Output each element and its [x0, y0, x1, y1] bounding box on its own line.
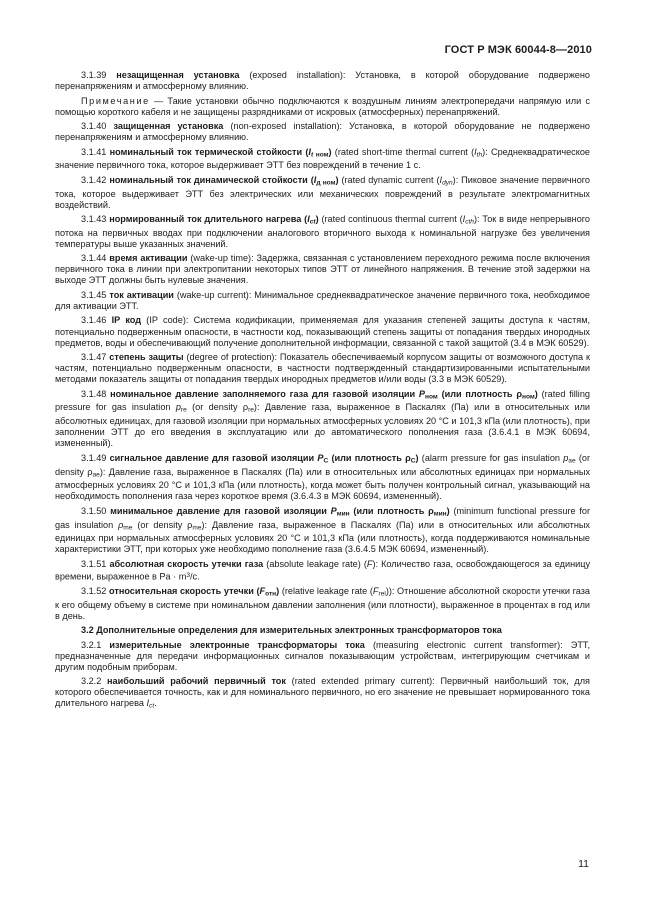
text-run: C	[323, 457, 329, 465]
text-run: (or density ρ	[186, 402, 249, 413]
text-run: I	[474, 146, 477, 157]
text-run: me	[192, 524, 202, 532]
text-run: dyn	[442, 179, 453, 187]
text-run: 3.1.48	[81, 388, 111, 399]
text-run: re	[248, 407, 254, 415]
text-run: I	[308, 146, 311, 157]
text-run: измерительные электронные трансформаторы тока	[109, 639, 365, 650]
text-run: .	[154, 698, 157, 709]
text-run: ): Давление газа, выраженное в Паскалях (Па) или в относительных или абсолютных единицах при нормальных атмосферных условиях 20 °С и 101,3 кПа (или плотность), когда может быть получен контрольный сигнал, указывающий на необходимость пополнения газа через короткое время (3.6.4.3 в МЭК 60694, измененный).	[55, 466, 591, 502]
paragraph	[55, 175, 590, 211]
text-run: степень защиты	[109, 352, 184, 363]
text-run: ток активации	[109, 289, 174, 300]
text-run: th	[476, 151, 483, 159]
text-run: I	[313, 174, 317, 185]
text-run: )): Отношение абсолютной скорости утечки газа к его общему объему в системе при номинальном давлении заполнения (или плотности), выраженное в процентах в год или в день.	[55, 585, 591, 621]
text-run: ): Давление газа, выраженное в Паскалях (Па) или в относительных или абсолютных единицах, для газовой изоляции при нормальных атмосферных условиях 20 °С и 101,3 кПа (или плотность), при заполнении ЭТТ до его введения в эксплуатацию или до автоматического пополнения газа (3.6.4.1 в МЭК 60694, измененный).	[55, 402, 590, 449]
text-run: (IP code): Система кодификации, применяемая для указания степеней защиты доступа к частям, потенциально подверженным опасности, в частности код, показывающий степень защиты от попадания твердых инородных предметов, воды и обеспечивающий получение дополнительной информации, связанной с такой защитой (3.4 в МЭК 60529).	[55, 315, 591, 348]
text-run: мин	[433, 510, 447, 518]
text-run: незащищенная установка	[116, 70, 240, 80]
paragraph	[55, 147, 590, 172]
text-run: p	[175, 402, 181, 413]
text-run: (or density ρ	[132, 519, 193, 530]
text-run: ном	[521, 393, 535, 401]
text-run: IP код	[111, 315, 142, 326]
text-run: сигнальное давление для газовой изоляции	[109, 452, 318, 463]
text-run: 3.1.50	[81, 505, 111, 516]
text-run: 3	[186, 571, 190, 579]
text-run: ae	[568, 457, 576, 465]
text-run: (wake-up time): Задержка, связанная с установлением переходного режима после включения первичного тока в линии при электропитании некоторых типов ЭТТ от линейного напряжения. В течение этой задержки на выходе ЭТТ должны быть нулевые значения.	[55, 253, 590, 286]
text-run: p	[563, 452, 569, 463]
text-run: re	[180, 407, 187, 415]
text-run: ρ	[118, 519, 124, 530]
text-run: /с.	[189, 571, 200, 582]
text-run: C	[410, 457, 416, 465]
paragraph	[55, 389, 590, 450]
text-run: cth	[465, 218, 474, 226]
paragraph	[55, 559, 590, 583]
text-run: (relative leakage rate (	[279, 585, 373, 596]
text-run: (или плотность	[437, 388, 517, 399]
text-run: 3.1.52	[81, 585, 110, 596]
paragraph	[55, 70, 590, 92]
text-run: 3.1.39	[81, 70, 117, 80]
text-run: (or density ρ	[55, 452, 591, 477]
paragraph	[55, 625, 590, 636]
page-number: 11	[578, 858, 589, 870]
text-run: Примечание	[81, 95, 150, 106]
text-run: )	[335, 174, 339, 185]
text-run: ): Пиковое значение первичного тока, которое выдерживает ЭТТ без электрических или механических повреждений в результате электромагнитных воздействий.	[55, 174, 590, 210]
text-run: )	[534, 388, 538, 399]
paragraph	[55, 676, 590, 712]
text-run: )	[315, 214, 319, 225]
text-run: (rated dynamic current (	[338, 174, 440, 185]
text-run: me	[123, 524, 133, 532]
text-run: rel	[378, 590, 386, 598]
text-run: 3.1.46	[81, 315, 112, 326]
text-run: F	[259, 585, 266, 596]
text-run: 3.1.41	[81, 146, 110, 157]
text-run: (rated short-time thermal current (	[331, 146, 475, 157]
paragraph	[55, 453, 590, 503]
text-run: номинальное давление заполняемого газа для газовой изоляции	[110, 388, 419, 399]
text-run: ): Количество газа, освобождающегося за единицу времени, выраженное в Pa · m	[55, 558, 591, 582]
text-run: ): Среднеквадратическое значение первичного тока, которое выдерживает ЭТТ без повреждений в течение 1 с.	[55, 146, 590, 171]
text-run: наибольший рабочий первичный ток	[107, 676, 286, 687]
text-run: 3.1.49	[81, 452, 110, 463]
text-run: абсолютная скорость утечки газа	[109, 558, 264, 569]
text-run: (или плотность ρ	[328, 452, 411, 463]
paragraph	[55, 214, 590, 250]
text-run: ρ	[516, 388, 522, 399]
paragraph	[55, 96, 590, 118]
text-run: )	[446, 505, 450, 516]
text-run: (absolute leakage rate) (	[263, 558, 367, 569]
text-run: 3.1.42	[81, 174, 110, 185]
text-run: 3.1.44	[81, 253, 110, 264]
text-run: (rated continuous thermal current (	[318, 214, 463, 225]
text-run: защищенная установка	[113, 121, 224, 132]
text-run: 3.1.47	[81, 352, 110, 363]
paragraph	[55, 586, 590, 622]
paragraph	[55, 290, 590, 312]
text-run: д ном	[316, 179, 336, 187]
text-run: I	[462, 214, 466, 225]
text-run: — Такие установки обычно подключаются к воздушным линиям электропередачи напрямую или с помощью короткого кабеля и не защищены разрядниками от искровых (атмосферных) перенапряжений.	[55, 95, 590, 117]
paragraph	[55, 352, 590, 385]
text-run: ct	[149, 703, 155, 711]
text-run: (rated filling pressure for gas insulation	[55, 388, 590, 413]
text-run: F	[366, 558, 373, 569]
text-run: ae	[92, 471, 100, 479]
text-run: (measuring electronic current transformer): ЭТТ, предназначенные для передачи информационных сигналов показывающим устройствам, интегрирующим счетчикам и другим подобным приборам.	[55, 639, 590, 672]
text-run: P	[330, 505, 337, 516]
text-run: минимальное давление для газовой изоляции	[110, 505, 331, 516]
paragraph	[55, 506, 590, 556]
text-run: 3.1.51	[81, 558, 110, 569]
text-run: )	[415, 452, 419, 463]
text-run: относительная скорость утечки (	[109, 585, 260, 596]
text-run: )	[328, 146, 332, 157]
document-body	[55, 70, 590, 716]
text-run: 3.1.43	[81, 214, 110, 225]
text-run: номинальный ток динамической стойкости (	[109, 174, 314, 185]
text-run: 3.1.45	[81, 289, 110, 300]
text-run: I	[307, 214, 310, 225]
text-run: нормированный ток длительного нагрева (	[109, 214, 308, 225]
paragraph	[55, 315, 590, 348]
text-run: I	[146, 698, 150, 709]
text-run: (minimum functional pressure for gas insulation	[55, 505, 591, 530]
text-run: (non-exposed installation): Установка, в которой оборудование не подвержено перенапряжениям и атмосферному влиянию.	[55, 121, 590, 143]
text-run: (rated extended primary current): Первичный наибольший ток, для которого обеспечивается точность, как и для номинального первичного, но его значение не превышает нормированного тока длительного нагрева	[55, 676, 590, 709]
text-run: (alarm pressure for gas insulation	[418, 452, 564, 463]
standard-header: ГОСТ Р МЭК 60044-8—2010	[444, 44, 592, 56]
text-run: номинальный ток термической стойкости (	[109, 146, 309, 157]
text-run: ном	[425, 393, 438, 401]
text-run: 3.2.1	[81, 639, 110, 650]
text-run: мин	[336, 510, 350, 518]
text-run: t	[310, 151, 314, 159]
text-run: )	[276, 585, 280, 596]
text-run: (degree of protection): Показатель обеспечиваемый корпусом защиты от возможного доступа к частям, потенциально подверженным опасности, в частности подтвержденный стандартизированными испытательными методами показатель защиты от попадания твердых инородных предметов и/или воды (3.3 в МЭК 60529).	[55, 352, 590, 385]
paragraph	[55, 121, 590, 143]
text-run: ): Ток в виде непрерывного потока на первичных вводах при подключении аналогового вторичного выхода к номинальной нагрузке без увеличения температуры выше указанных значений.	[55, 214, 590, 249]
text-run: P	[317, 452, 324, 463]
text-run: P	[418, 388, 426, 399]
text-run: 3.2 Дополнительные определения для измерительных электронных трансформаторов тока	[81, 625, 502, 636]
text-run: отн	[265, 590, 277, 598]
text-run: (wake-up current): Минимальное среднеквадратическое значение первичного тока, необходимое для активации ЭТТ.	[55, 289, 591, 312]
text-run: F	[372, 585, 379, 596]
paragraph	[55, 640, 590, 673]
text-run: время активации	[109, 253, 188, 264]
text-run: (или плотность ρ	[349, 505, 434, 516]
text-run: ): Давление газа, выраженное в Паскалях (Па) или в относительных или абсолютных единицах при нормальных атмосферных условиях 20 °С и 101,3 кПа (или плотность), когда поддерживаются номинальные характеристики ЭТТ, при которых уже необходимо пополнение газа (3.6.4.5 МЭК 60694, измененный).	[55, 519, 590, 555]
text-run: 3.2.2	[81, 676, 108, 687]
text-run: (exposed installation): Установка, в которой оборудование подвержено перенапряжениям и атмосферному влиянию.	[55, 70, 590, 92]
text-run: I	[439, 174, 443, 185]
paragraph	[55, 253, 590, 286]
text-run: ct	[309, 218, 316, 226]
text-run: ном	[313, 151, 329, 159]
text-run: 3.1.40	[81, 121, 114, 132]
